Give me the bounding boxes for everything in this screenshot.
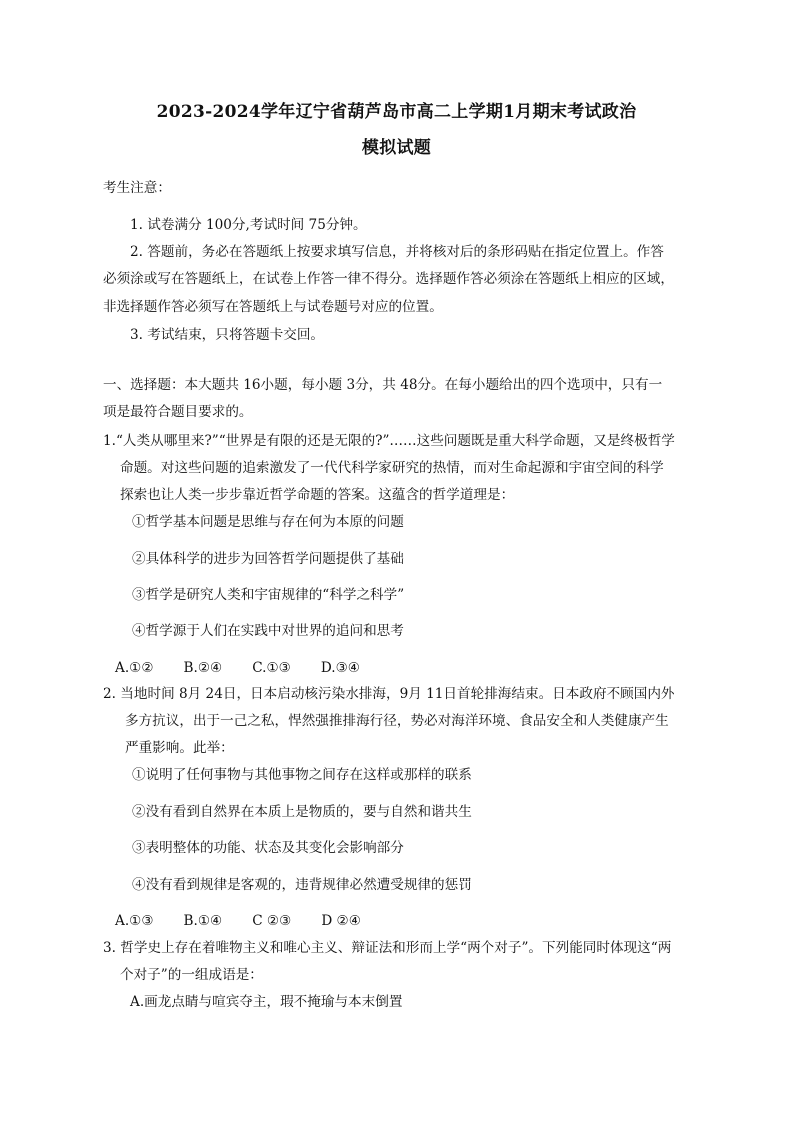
- q2-option-d: D ②④: [321, 913, 361, 929]
- q1-item-3: ③哲学是研究人类和宇宙规律的“科学之科学”: [132, 587, 405, 603]
- doc-title-line-1: 2023-2024学年辽宁省葫芦岛市高二上学期1月期末考试政治: [156, 102, 637, 122]
- q1-item-2: ②具体科学的进步为回答哲学问题提供了基础: [132, 551, 404, 567]
- q1-option-b: B.②④: [183, 660, 223, 676]
- q2-stem-line-1: 2. 当地时间 8月 24日，日本启动核污染水排海，9月 11日首轮排海结束。日本政府不顾国内外: [103, 686, 675, 702]
- q2-option-c: C ②③: [252, 913, 292, 929]
- q2-item-2: ②没有看到自然界在本质上是物质的，要与自然和谐共生: [132, 804, 472, 820]
- q1-item-1: ①哲学基本问题是思维与存在何为本原的问题: [132, 514, 404, 530]
- q3-option-a: A.画龙点睛与喧宾夺主，瑕不掩瑜与本末倒置: [130, 994, 403, 1010]
- q1-option-d: D.③④: [320, 660, 360, 676]
- notice-item-2: 2. 答题前，务必在答题纸上按要求填写信息，并将核对后的条形码贴在指定位置上。作答: [130, 244, 664, 260]
- doc-title-line-2: 模拟试题: [361, 138, 432, 158]
- q1-option-a: A.①②: [115, 660, 154, 676]
- q1-options: [115, 659, 390, 677]
- q1-item-4: ④哲学源于人们在实践中对世界的追问和思考: [132, 623, 404, 639]
- notice-item-3: 3. 考试结束，只将答题卡交回。: [130, 327, 325, 343]
- q2-option-a: A.①③: [115, 913, 154, 929]
- q2-options: [115, 912, 391, 930]
- q1-stem-line-3: 探索也让人类一步步靠近哲学命题的答案。这蕴含的哲学道理是：: [120, 487, 515, 503]
- notice-item-2-cont-2: 非选择题作答必须写在答题纸上与试卷题号对应的位置。: [103, 299, 443, 315]
- q3-stem-line-1: 3. 哲学史上存在着唯物主义和唯心主义、辩证法和形而上学“两个对子”。下列能同时体现这“两: [103, 940, 672, 956]
- q2-item-1: ①说明了任何事物与其他事物之间存在这样或那样的联系: [132, 767, 472, 783]
- section-intro-line-1: 一、选择题：本大题共 16小题，每小题 3分，共 48分。在每小题给出的四个选项中，只有一: [103, 377, 663, 393]
- notice-item-1: 1. 试卷满分 100分,考试时间 75分钟。: [130, 217, 367, 233]
- q3-stem-line-2: 个对子”的一组成语是：: [120, 967, 263, 983]
- q2-stem-line-3: 严重影响。此举：: [125, 740, 234, 756]
- q2-item-3: ③表明整体的功能、状态及其变化会影响部分: [132, 840, 404, 856]
- q2-option-b: B.①④: [183, 913, 223, 929]
- section-intro-line-2: 项是最符合题目要求的。: [103, 404, 253, 420]
- q1-stem-line-2: 命题。对这些问题的追索激发了一代代科学家研究的热情，而对生命起源和宇宙空间的科学: [120, 460, 664, 476]
- q1-stem-line-1: 1.“人类从哪里来?”“世界是有限的还是无限的?”……这些问题既是重大科学命题，又是终极哲学: [103, 433, 675, 449]
- notice-heading: 考生注意：: [103, 180, 171, 196]
- notice-item-2-cont-1: 必须涂或写在答题纸上，在试卷上作答一律不得分。选择题作答必须涂在答题纸上相应的区域，: [103, 271, 674, 287]
- q2-stem-line-2: 多方抗议，出于一己之私，悍然强推排海行径，势必对海洋环境、食品安全和人类健康产生: [125, 713, 669, 729]
- q1-option-c: C.①③: [252, 660, 291, 676]
- q2-item-4: ④没有看到规律是客观的，违背规律必然遭受规律的惩罚: [132, 877, 472, 893]
